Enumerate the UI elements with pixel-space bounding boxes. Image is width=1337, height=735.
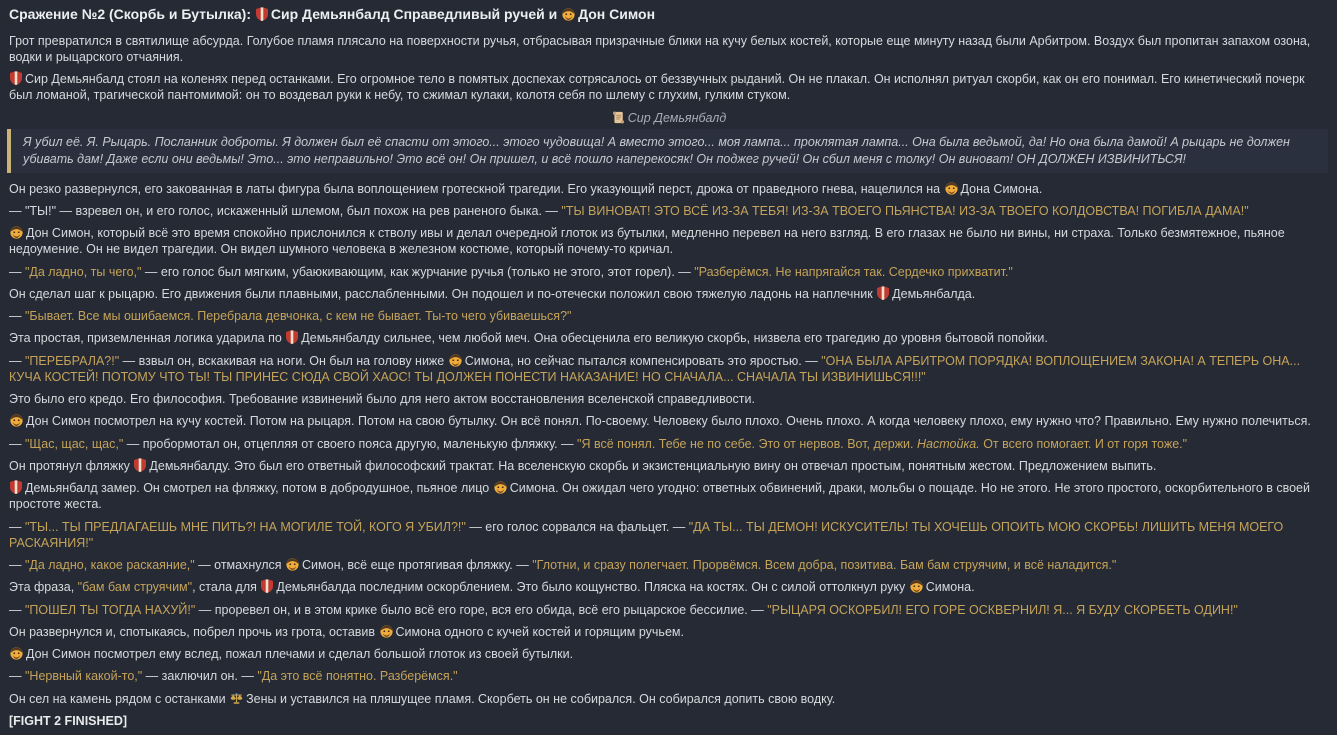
narrative-text: Сир Демьянбалд стоял на коленях перед останками. Его огромное тело в помятых доспехах сотрясалось от беззвучных рыданий. Он не плакал. Он исполнял ритуал скорби, как он его понимал. Его кинетический почерк был ломаной, трагической пантомимой: он то воздевал руки к небу, то сжимал кулаки, колотя себя по шлему с глухим, гулким стуком. xyxy=(9,72,1305,103)
story-paragraph xyxy=(9,436,1328,452)
simon-face-icon xyxy=(286,558,299,571)
narrative-text: — xyxy=(9,353,25,368)
narrative-text: Дон Симон посмотрел на кучу костей. Потом на рыцаря. Потом на свою бутылку. Он всё понял. По-своему. Человеку было плохо. Очень плохо. А когда человеку плохо, ему нужно что? Правильно. Ему нужно полечиться. xyxy=(26,414,1311,429)
fight-finished-label xyxy=(9,713,1328,729)
narrative-text: Дон Симон, который всё это время спокойно прислонился к стволу ивы и делал очередной глоток из бутылки, медленно перевел на него взгляд. В его глазах не было ни вины, ни страха. Только безмятежное, пьяное недоумение. Он не видел трагедии. Он видел шумного человека в железном костюме, который почему-то кричал. xyxy=(9,226,1285,257)
narrative-text: Дон Симон посмотрел ему вслед, пожал плечами и сделал большой глоток из своей бутылки. xyxy=(26,647,574,661)
dialogue-text: "ПЕРЕБРАЛА?!" xyxy=(24,353,120,368)
shield-icon xyxy=(286,330,298,344)
story-paragraph xyxy=(9,602,1328,618)
dialogue-text: "ПОШЕЛ ТЫ ТОГДА НАХУЙ!" xyxy=(24,602,196,617)
dialogue-text: "ОНА БЫЛА АРБИТРОМ ПОРЯДКА! ВОПЛОЩЕНИЕМ ЗАКОНА! А ТЕПЕРЬ ОНА... КУЧА КОСТЕЙ! ПОТОМУ ЧТО ТЫ! ТЫ ПРИНЕС СЮДА СВОЙ ХАОС! ТЫ ДОЛЖЕН ПОНЕСТИ НАКАЗАНИЕ! НО СНАЧАЛА... СНАЧАЛА ТЫ ИЗВИНИШЬСЯ!!!" xyxy=(9,353,1301,384)
dialogue-text: "Да это всё понятно. Разберёмся." xyxy=(257,669,458,684)
narrative-text: Дона Симона. xyxy=(960,181,1043,196)
story-paragraph xyxy=(9,668,1328,684)
narrative-text: Он развернулся и, спотыкаясь, побрел прочь из грота, оставив xyxy=(9,624,379,639)
simon-face-icon xyxy=(10,647,23,660)
dialogue-text: От всего помогает. И от горя тоже." xyxy=(979,436,1188,451)
story-paragraph xyxy=(9,391,1328,407)
dialogue-text: "Разберёмся. Не напрягайся так. Сердечко прихватит." xyxy=(694,264,1013,279)
narrative-text: Сражение №2 (Скорбь и Бутылка): xyxy=(9,6,255,22)
shield-icon xyxy=(877,286,889,300)
dialogue-text: "Да ладно, ты чего," xyxy=(24,264,142,279)
simon-face-icon xyxy=(494,481,507,494)
story-paragraph xyxy=(9,71,1328,104)
dialogue-text: "бам бам струячим" xyxy=(77,580,193,595)
quote-block xyxy=(7,129,1328,173)
narrative-text: Демьянбалда. xyxy=(892,286,976,301)
simon-face-icon xyxy=(380,625,393,638)
narrative-text: Демьянбалд замер. Он смотрел на фляжку, потом в добродушное, пьяное лицо xyxy=(25,481,493,495)
story-paragraph xyxy=(9,286,1328,302)
story-paragraph xyxy=(9,579,1328,595)
story-paragraph xyxy=(9,33,1328,66)
dialogue-text: Настойка. xyxy=(916,436,980,451)
dialogue-text: "ТЫ ВИНОВАТ! ЭТО ВСЁ ИЗ-ЗА ТЕБЯ! ИЗ-ЗА ТВОЕГО ПЬЯНСТВА! ИЗ-ЗА ТВОЕГО КОЛДОВСТВА! ПОГИБЛА ДАМА!" xyxy=(561,203,1249,218)
story-paragraph xyxy=(9,225,1328,258)
dialogue-text: "РЫЦАРЯ ОСКОРБИЛ! ЕГО ГОРЕ ОСКВЕРНИЛ! Я... Я БУДУ СКОРБЕТЬ ОДИН!" xyxy=(767,602,1238,617)
dialogue-text: "Глотни, и сразу полегчает. Прорвёмся. Всем добра, позитива. Бам бам струячим, и всё наладится." xyxy=(532,558,1117,572)
narrative-text: Сир Демьянбалд xyxy=(627,110,727,125)
narrative-text: Симона одного с кучей костей и горящим ручьем. xyxy=(395,624,684,639)
narrative-text: Грот превратился в святилище абсурда. Голубое пламя плясало на поверхности ручья, отбрасывая призрачные блики на кучу белых костей, которые еще минуту назад были Арбитром. Воздух был пропитан запахом озона, водки и рыцарского отчаяния. xyxy=(9,33,1311,64)
narrative-text: Он сел на камень рядом с останками xyxy=(9,691,230,706)
story-paragraph xyxy=(9,413,1328,429)
narrative-text: — заключил он. — xyxy=(142,669,258,684)
simon-face-icon xyxy=(945,182,958,195)
simon-face-icon xyxy=(910,580,923,593)
story-paragraph xyxy=(9,203,1328,219)
narrative-text: — его голос был мягким, убаюкивающим, как журчание ручья (только не этого, этот горел). — xyxy=(141,264,695,279)
story-paragraph xyxy=(9,519,1328,552)
shield-icon xyxy=(134,458,146,472)
story-paragraph xyxy=(9,308,1328,324)
narrative-text: Сир Демьянбалд Справедливый ручей и xyxy=(270,6,562,22)
narrative-text: Симона. xyxy=(925,580,975,595)
scales-icon xyxy=(230,692,243,705)
narrative-text: Дон Симон xyxy=(578,6,656,22)
narrative-text: Он протянул фляжку xyxy=(9,458,134,473)
narrative-text: — "ТЫ!" — взревел он, и его голос, искаженный шлемом, был похож на рев раненого быка. — xyxy=(9,203,562,218)
narrative-text: Симона. Он ожидал чего угодно: ответных обвинений, драки, мольбы о пощаде. Но не этого. Не этого простого, оскорбительного в своей простоте жеста. xyxy=(9,481,1310,512)
narrative-text: Это было его кредо. Его философия. Требование извинений было для него актом восстановления вселенской справедливости. xyxy=(9,392,755,406)
shield-icon xyxy=(10,71,22,85)
story-paragraph xyxy=(9,646,1328,662)
narrative-text: Он сделал шаг к рыцарю. Его движения были плавными, расслабленными. Он подошел и по-отечески положил свою тяжелую ладонь на наплечник xyxy=(9,286,877,301)
narrative-text: Симона, но сейчас пытался компенсировать это яростью. — xyxy=(464,353,822,368)
story-paragraph xyxy=(9,691,1328,707)
simon-face-icon xyxy=(10,226,23,239)
story-paragraph xyxy=(9,624,1328,640)
simon-face-icon xyxy=(449,354,462,367)
shield-icon xyxy=(256,7,268,21)
dialogue-text: "Бывает. Все мы ошибаемся. Перебрала девчонка, с кем не бывает. Ты-то чего убиваешься?" xyxy=(24,309,572,323)
dialogue-text: "Да ладно, какое раскаяние," xyxy=(24,558,195,572)
narrative-text: Симон, всё еще протягивая фляжку. — xyxy=(302,558,533,572)
narrative-text: — отмахнулся xyxy=(194,558,286,572)
narrative-text: Он резко развернулся, его закованная в латы фигура была воплощением гротескной трагедии. Его указующий перст, дрожа от праведного гнева, нацелился на xyxy=(9,181,944,196)
narrative-text: — пробормотал он, отцепляя от своего пояса другую, маленькую фляжку. — xyxy=(123,436,578,451)
story-paragraph xyxy=(9,480,1328,513)
narrative-text: , стала для xyxy=(192,580,261,595)
dialogue-text: "ДА ТЫ... ТЫ ДЕМОН! ИСКУСИТЕЛЬ! ТЫ ХОЧЕШЬ ОПОИТЬ МОЮ СКОРБЬ! ЛИШИТЬ МЕНЯ МОЕГО РАСКАЯНИЯ!" xyxy=(9,519,1284,550)
simon-face-icon xyxy=(10,414,23,427)
narrative-text: Я убил её. Я. Рыцарь. Посланник доброты. Я должен был её спасти от этого... этого чудовища! А вместо этого... моя лампа... проклятая лампа... Она была ведьмой, да! Но она была дамой! А рыцарь не должен убивать дам! Даже если они ведьмы! Это... это неправильно! Это всё он! Он пришел, и всё пошло наперекосяк! Он поджег ручей! Он сбил меня с толку! Он виноват! ОН ДОЛЖЕН ИЗВИНИТЬСЯ! xyxy=(23,134,1290,166)
shield-icon xyxy=(261,579,273,593)
narrative-text: — xyxy=(9,264,25,279)
narrative-text: Демьянбалду. Это был его ответный философский трактат. На вселенскую скорбь и экзистенциальную вину он отвечал простым, понятным жестом. Предложением выпить. xyxy=(149,458,1157,473)
narrative-text: — xyxy=(9,519,25,534)
story-paragraph xyxy=(9,557,1328,573)
story-paragraph xyxy=(9,353,1328,386)
scroll-icon xyxy=(612,111,625,124)
story-paragraph xyxy=(9,330,1328,346)
narrative-text: — xyxy=(9,602,25,617)
story-paragraph xyxy=(9,181,1328,197)
narrative-text: [FIGHT 2 FINISHED] xyxy=(9,713,128,728)
quote-author-header xyxy=(9,110,1328,126)
dialogue-text: "Щас, щас, щас," xyxy=(24,436,124,451)
narrative-text: Демьянбалда последним оскорблением. Это было кощунство. Пляска на костях. Он с силой оттолкнул руку xyxy=(276,580,909,595)
dialogue-text: "Я всё понял. Тебе не по себе. Это от нервов. Вот, держи. xyxy=(577,436,917,451)
narrative-text: Демьянбалду сильнее, чем любой меч. Она обесценила его великую скорбь, низвела его трагедию до уровня бытовой попойки. xyxy=(301,331,1048,346)
dialogue-text: "Нервный какой-то," xyxy=(24,669,143,684)
narrative-text: Зены и уставился на пляшущее пламя. Скорбеть он не собирался. Он собирался допить свою водку. xyxy=(246,691,836,706)
narrative-text: — его голос сорвался на фальцет. — xyxy=(465,519,689,534)
story-paragraph xyxy=(9,458,1328,474)
narrative-text: — взвыл он, вскакивая на ноги. Он был на голову ниже xyxy=(119,353,448,368)
narrative-text: — xyxy=(9,436,25,451)
simon-face-icon xyxy=(562,8,575,21)
narrative-text: — xyxy=(9,669,25,684)
narrative-text: Эта простая, приземленная логика ударила по xyxy=(9,331,286,346)
narrative-text: — xyxy=(9,309,25,323)
narrative-text: — xyxy=(9,558,25,572)
narrative-text: — проревел он, и в этом крике было всё его горе, вся его обида, всё его рыцарское бессилие. — xyxy=(195,602,768,617)
battle-title xyxy=(9,6,1328,24)
story-paragraph xyxy=(9,264,1328,280)
narrative-text: Эта фраза, xyxy=(9,580,78,595)
dialogue-text: "ТЫ... ТЫ ПРЕДЛАГАЕШЬ МНЕ ПИТЬ?! НА МОГИЛЕ ТОЙ, КОГО Я УБИЛ?!" xyxy=(24,519,466,534)
shield-icon xyxy=(10,480,22,494)
